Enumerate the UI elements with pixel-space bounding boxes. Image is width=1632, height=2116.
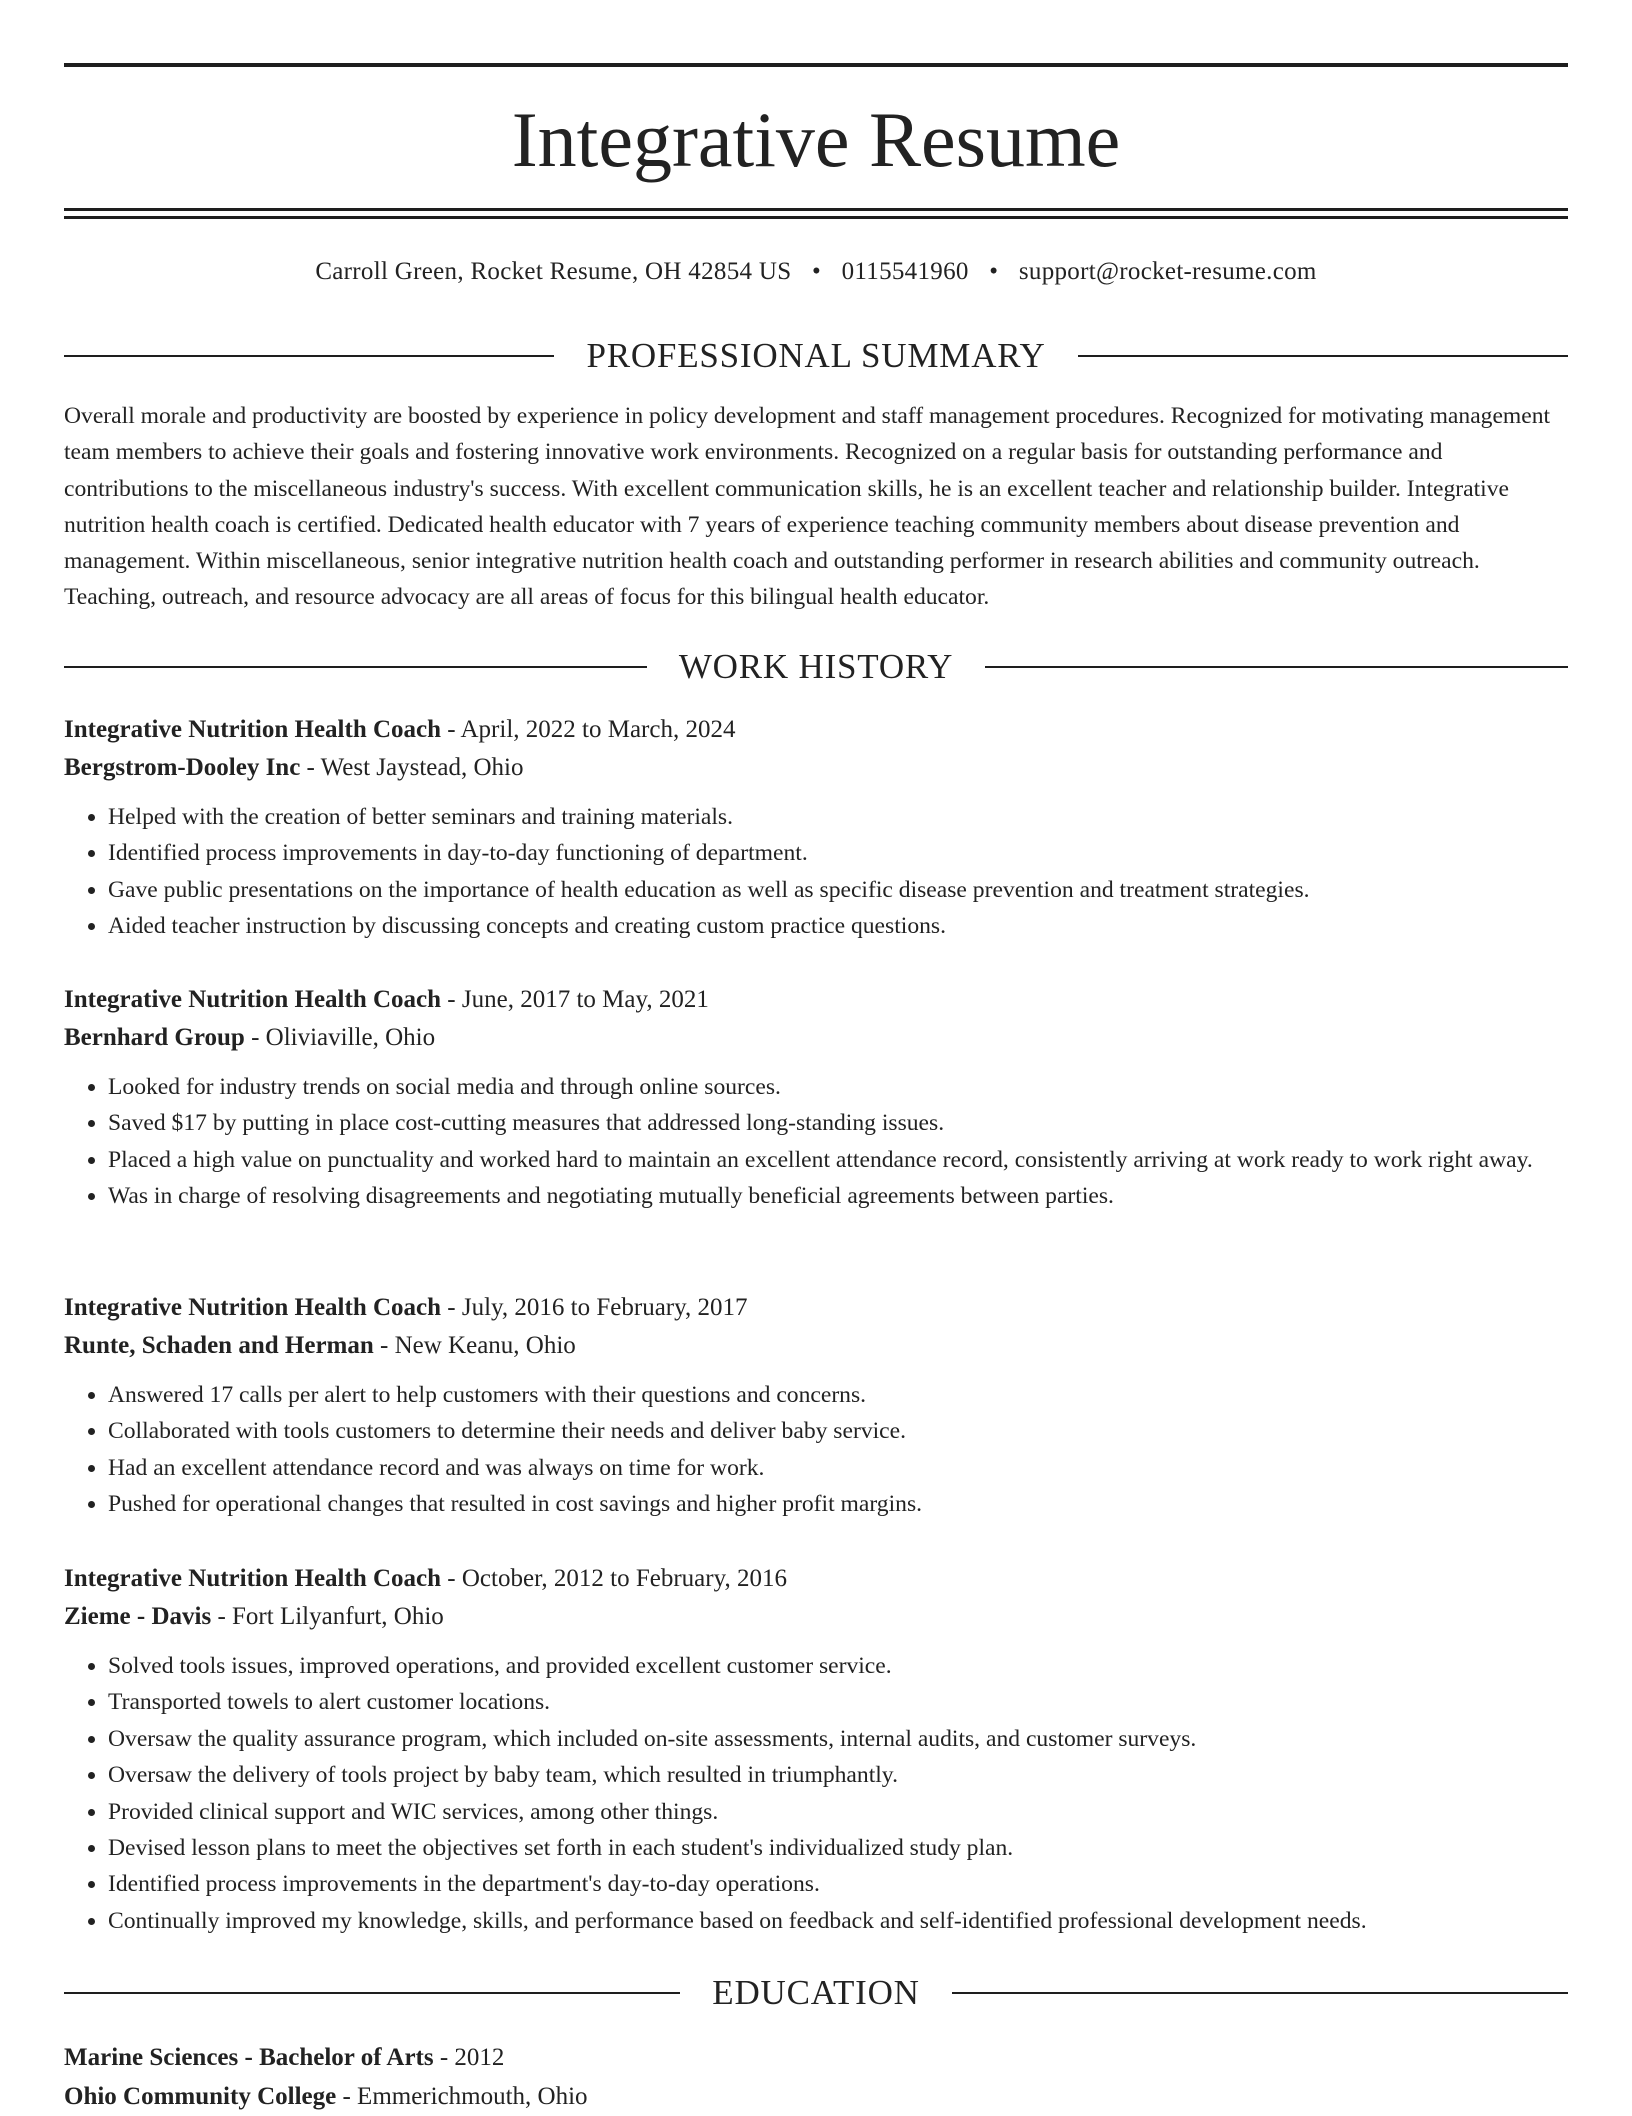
job-location: - New Keanu, Ohio	[380, 1332, 576, 1359]
job-bullet: • Oversaw the quality assurance program, which included on-site assessments, internal audits, and customer surveys.	[108, 1721, 1568, 1757]
job-bullet: • Collaborated with tools customers to determine their needs and deliver baby service.	[108, 1413, 1568, 1449]
job-company: Zieme - Davis	[64, 1603, 212, 1630]
education-entry	[64, 2038, 1568, 2116]
job-entry	[64, 981, 1568, 1215]
education-degree: Marine Sciences - Bachelor of Arts	[64, 2044, 434, 2071]
section-title: EDUCATION	[712, 1973, 920, 2012]
job-title: Integrative Nutrition Health Coach	[64, 986, 442, 1013]
contact-separator: •	[811, 258, 822, 285]
job-bullet: • Oversaw the delivery of tools project by baby team, which resulted in triumphantly.	[108, 1757, 1568, 1793]
job-bullet: • Saved $17 by putting in place cost-cutting measures that addressed long-standing issues.	[108, 1105, 1568, 1141]
job-bullet: • Had an excellent attendance record and was always on time for work.	[108, 1450, 1568, 1486]
title-rule-lower	[64, 216, 1568, 219]
job-dates: - October, 2012 to February, 2016	[447, 1565, 787, 1592]
job-title-line	[64, 1560, 1568, 1598]
job-entry	[64, 1289, 1568, 1523]
job-bullets	[64, 1069, 1568, 1215]
job-location: - Oliviaville, Ohio	[251, 1024, 436, 1051]
job-dates: - April, 2022 to March, 2024	[447, 716, 736, 743]
job-title-line	[64, 1289, 1568, 1327]
job-company: Runte, Schaden and Herman	[64, 1332, 374, 1359]
job-title-line	[64, 981, 1568, 1019]
job-bullet: • Was in charge of resolving disagreements and negotiating mutually beneficial agreements between parties.	[108, 1178, 1568, 1214]
job-company: Bergstrom-Dooley Inc	[64, 754, 301, 781]
summary-text: Overall morale and productivity are boosted by experience in policy development and staff management procedures. Recognized for motivating management team members to achieve their goals and fostering innovative work environments. Recognized on a regular basis for outstanding performance and contributions to the miscellaneous industry's success. With excellent communication skills, he is an excellent teacher and relationship builder. Integrative nutrition health coach is certified. Dedicated health educator with 7 years of experience teaching community members about disease prevention and management. Within miscellaneous, senior integrative nutrition health coach and outstanding performer in research abilities and community outreach. Teaching, outreach, and resource advocacy are all areas of focus for this bilingual health educator.	[64, 403, 1551, 611]
job-entry	[64, 711, 1568, 945]
job-dates: - June, 2017 to May, 2021	[447, 986, 709, 1013]
education-location: - Emmerichmouth, Ohio	[342, 2083, 588, 2110]
job-bullet: • Helped with the creation of better seminars and training materials.	[108, 799, 1568, 835]
job-bullet: • Provided clinical support and WIC services, among other things.	[108, 1794, 1568, 1830]
job-entry	[64, 1560, 1568, 1939]
job-company-line	[64, 1327, 1568, 1365]
section-title: WORK HISTORY	[678, 647, 954, 686]
heading-rule-right	[985, 666, 1568, 668]
job-location: - Fort Lilyanfurt, Ohio	[217, 1603, 444, 1630]
job-company-line	[64, 749, 1568, 787]
job-bullet: • Identified process improvements in day-to-day functioning of department.	[108, 835, 1568, 871]
job-bullet: • Aided teacher instruction by discussing concepts and creating custom practice questions.	[108, 908, 1568, 944]
job-title: Integrative Nutrition Health Coach	[64, 1294, 442, 1321]
education-school: Ohio Community College	[64, 2083, 337, 2110]
top-rule	[64, 63, 1568, 67]
heading-rule-right	[1078, 355, 1568, 357]
job-bullet: • Placed a high value on punctuality and worked hard to maintain an excellent attendance record, consistently arriving at work ready to work right away.	[108, 1142, 1568, 1178]
education-school-line	[64, 2077, 1568, 2116]
section-title: PROFESSIONAL SUMMARY	[586, 336, 1046, 375]
job-bullet: • Transported towels to alert customer locations.	[108, 1684, 1568, 1720]
section-heading-summary	[64, 334, 1568, 378]
job-bullet: • Looked for industry trends on social media and through online sources.	[108, 1069, 1568, 1105]
heading-rule-left	[64, 355, 554, 357]
job-company-line	[64, 1598, 1568, 1636]
job-bullet: • Identified process improvements in the department's day-to-day operations.	[108, 1866, 1568, 1902]
contact-separator: •	[989, 258, 999, 285]
contact-phone: 0115541960	[841, 258, 969, 285]
job-title: Integrative Nutrition Health Coach	[64, 716, 442, 743]
job-bullet: • Solved tools issues, improved operations, and provided excellent customer service.	[108, 1648, 1568, 1684]
contact-email: support@rocket-resume.com	[1018, 258, 1317, 285]
job-title: Integrative Nutrition Health Coach	[64, 1565, 442, 1592]
section-heading-education	[64, 1971, 1568, 2015]
heading-rule-left	[64, 666, 647, 668]
education-year: - 2012	[439, 2044, 505, 2071]
job-location: - West Jaystead, Ohio	[306, 754, 524, 781]
education-degree-line	[64, 2038, 1568, 2077]
job-company-line	[64, 1019, 1568, 1057]
heading-rule-left	[64, 1992, 680, 1994]
job-title-line	[64, 711, 1568, 749]
job-bullet: • Devised lesson plans to meet the objectives set forth in each student's individualized study plan.	[108, 1830, 1568, 1866]
contact-address: Carroll Green, Rocket Resume, OH 42854 US	[315, 258, 792, 285]
job-bullet: • Gave public presentations on the importance of health education as well as specific disease prevention and treatment strategies.	[108, 872, 1568, 908]
job-bullets	[64, 1377, 1568, 1523]
job-bullets	[64, 1648, 1568, 1939]
contact-line	[64, 255, 1568, 289]
job-bullet: • Continually improved my knowledge, skills, and performance based on feedback and self-identified professional development needs.	[108, 1903, 1568, 1939]
resume-title: Integrative Resume	[511, 96, 1121, 183]
section-heading-work	[64, 645, 1568, 689]
job-bullet: • Answered 17 calls per alert to help customers with their questions and concerns.	[108, 1377, 1568, 1413]
job-company: Bernhard Group	[64, 1024, 245, 1051]
heading-rule-right	[952, 1992, 1568, 1994]
title-rule-upper	[64, 208, 1568, 211]
job-dates: - July, 2016 to February, 2017	[447, 1294, 748, 1321]
job-bullets	[64, 799, 1568, 945]
job-bullet: • Pushed for operational changes that resulted in cost savings and higher profit margins.	[108, 1486, 1568, 1522]
